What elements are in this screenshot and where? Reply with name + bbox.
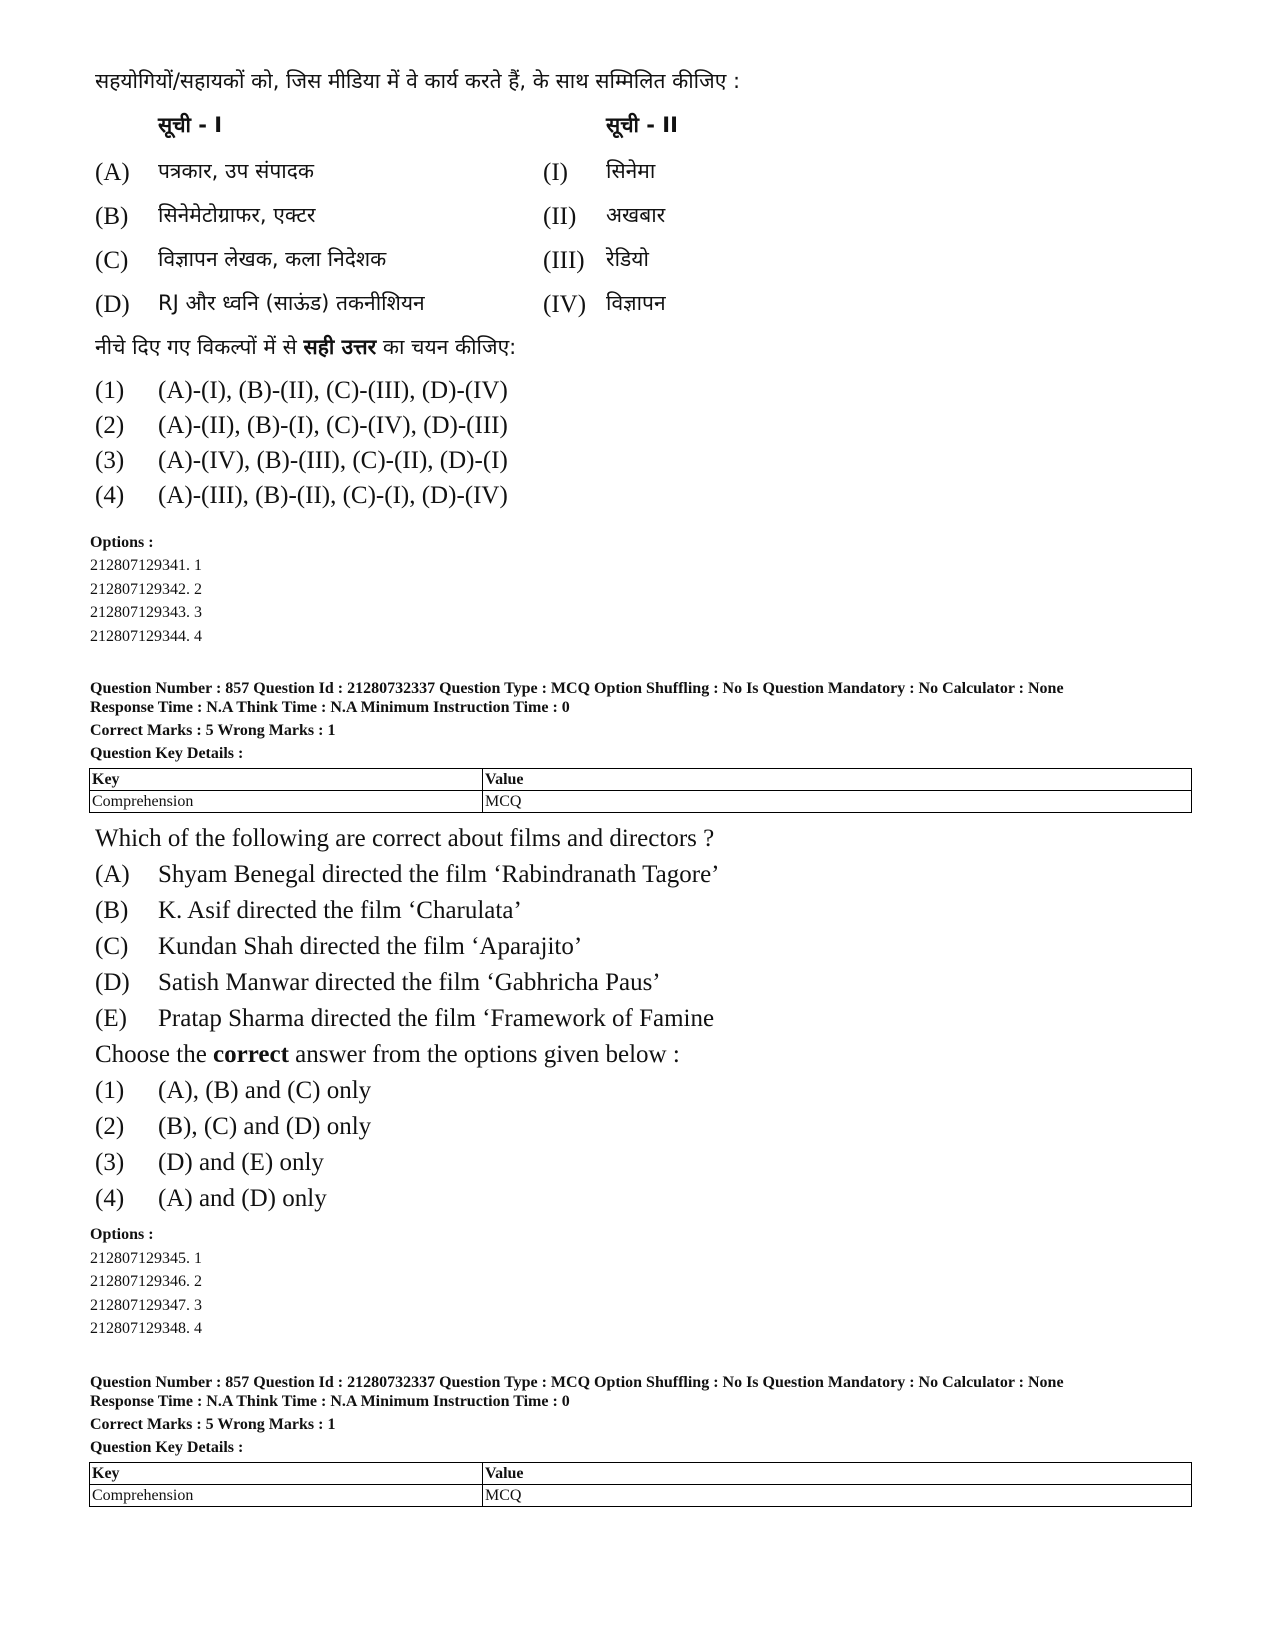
- table-cell: MCQ: [483, 1485, 1192, 1507]
- answer-text: (A)-(IV), (B)-(III), (C)-(II), (D)-(I): [158, 447, 508, 474]
- table-header-row: [90, 769, 1192, 791]
- row-label: (IV): [543, 291, 587, 318]
- answer-number: (2): [95, 1113, 125, 1140]
- answer-number: (4): [95, 482, 125, 509]
- q1-choose-instruction: नीचे दिए गए विकल्पों में से सही उत्तर का चयन कीजिए:: [95, 335, 517, 359]
- row-text: सिनेमा: [606, 159, 656, 183]
- row-label: (III): [543, 247, 585, 274]
- question-marks: Correct Marks : 5 Wrong Marks : 1: [90, 722, 336, 739]
- answer-text: (A)-(III), (B)-(II), (C)-(I), (D)-(IV): [158, 482, 508, 509]
- table-cell: MCQ: [483, 791, 1192, 813]
- statement-text: Shyam Benegal directed the film ‘Rabindranath Tagore’: [158, 861, 720, 888]
- list1-title: सूची - I: [158, 113, 223, 137]
- table-row: [90, 1485, 1192, 1507]
- statement-text: Satish Manwar directed the film ‘Gabhricha Paus’: [158, 969, 661, 996]
- table-header-cell: Key: [90, 1463, 483, 1485]
- q2-choose-instruction: Choose the correct answer from the options given below :: [95, 1041, 680, 1068]
- table-header-cell: Key: [90, 769, 483, 791]
- table-header-cell: Value: [483, 1463, 1192, 1485]
- row-label: (I): [543, 159, 568, 186]
- row-label: (B): [95, 203, 129, 230]
- option-id: 212807129348. 4: [90, 1320, 202, 1337]
- option-id: 212807129346. 2: [90, 1273, 202, 1290]
- question-meta-line: Question Number : 857 Question Id : 21280732337 Question Type : MCQ Option Shuffling : No Is Question Mandatory : No Calculator : None: [90, 1374, 1064, 1391]
- options-label: Options :: [90, 534, 154, 551]
- question-meta-line: Response Time : N.A Think Time : N.A Minimum Instruction Time : 0: [90, 699, 570, 716]
- statement-label: (B): [95, 897, 129, 924]
- statement-text: Kundan Shah directed the film ‘Aparajito’: [158, 933, 583, 960]
- row-label: (D): [95, 291, 130, 318]
- answer-text: (A)-(II), (B)-(I), (C)-(IV), (D)-(III): [158, 412, 508, 439]
- question-marks: Correct Marks : 5 Wrong Marks : 1: [90, 1416, 336, 1433]
- question-meta-line: Question Number : 857 Question Id : 21280732337 Question Type : MCQ Option Shuffling : No Is Question Mandatory : No Calculator : None: [90, 680, 1064, 697]
- option-id: 212807129347. 3: [90, 1297, 202, 1314]
- row-text: विज्ञापन: [606, 291, 666, 315]
- row-label: (II): [543, 203, 577, 230]
- row-text: रेडियो: [606, 247, 649, 271]
- row-label: (C): [95, 247, 129, 274]
- statement-label: (A): [95, 861, 130, 888]
- row-text: अखबार: [606, 203, 666, 227]
- statement-text: Pratap Sharma directed the film ‘Framework of Famine: [158, 1005, 715, 1032]
- option-id: 212807129342. 2: [90, 581, 202, 598]
- answer-text: (A)-(I), (B)-(II), (C)-(III), (D)-(IV): [158, 377, 508, 404]
- option-id: 212807129343. 3: [90, 604, 202, 621]
- option-id: 212807129345. 1: [90, 1250, 202, 1267]
- answer-text: (D) and (E) only: [158, 1149, 324, 1176]
- row-label: (A): [95, 159, 130, 186]
- option-id: 212807129344. 4: [90, 628, 202, 645]
- answer-text: (B), (C) and (D) only: [158, 1113, 372, 1140]
- table-header-cell: Value: [483, 769, 1192, 791]
- row-text: विज्ञापन लेखक, कला निदेशक: [158, 247, 387, 271]
- table-header-row: [90, 1463, 1192, 1485]
- question-key-table: [89, 1462, 1192, 1507]
- question-key-heading: Question Key Details :: [90, 1439, 244, 1456]
- question-key-heading: Question Key Details :: [90, 745, 244, 762]
- table-cell: Comprehension: [90, 1485, 483, 1507]
- answer-text: (A) and (D) only: [158, 1185, 327, 1212]
- statement-text: K. Asif directed the film ‘Charulata’: [158, 897, 522, 924]
- statement-label: (D): [95, 969, 130, 996]
- answer-number: (2): [95, 412, 125, 439]
- table-cell: Comprehension: [90, 791, 483, 813]
- answer-number: (1): [95, 377, 125, 404]
- question-key-table: [89, 768, 1192, 813]
- answer-number: (3): [95, 447, 125, 474]
- option-id: 212807129341. 1: [90, 557, 202, 574]
- q1-stem: सहयोगियों/सहायकों को, जिस मीडिया में वे कार्य करते हैं, के साथ सम्मिलित कीजिए :: [95, 69, 741, 93]
- row-text: RJ और ध्वनि (साऊंड) तकनीशियन: [158, 291, 425, 315]
- list2-title: सूची - II: [606, 113, 678, 137]
- answer-number: (1): [95, 1077, 125, 1104]
- table-row: [90, 791, 1192, 813]
- row-text: सिनेमेटोग्राफर, एक्टर: [158, 203, 316, 227]
- statement-label: (E): [95, 1005, 127, 1032]
- row-text: पत्रकार, उप संपादक: [158, 159, 314, 183]
- question-meta-line: Response Time : N.A Think Time : N.A Minimum Instruction Time : 0: [90, 1393, 570, 1410]
- answer-number: (4): [95, 1185, 125, 1212]
- answer-text: (A), (B) and (C) only: [158, 1077, 372, 1104]
- options-label: Options :: [90, 1226, 154, 1243]
- statement-label: (C): [95, 933, 129, 960]
- q2-stem: Which of the following are correct about films and directors ?: [95, 825, 715, 852]
- answer-number: (3): [95, 1149, 125, 1176]
